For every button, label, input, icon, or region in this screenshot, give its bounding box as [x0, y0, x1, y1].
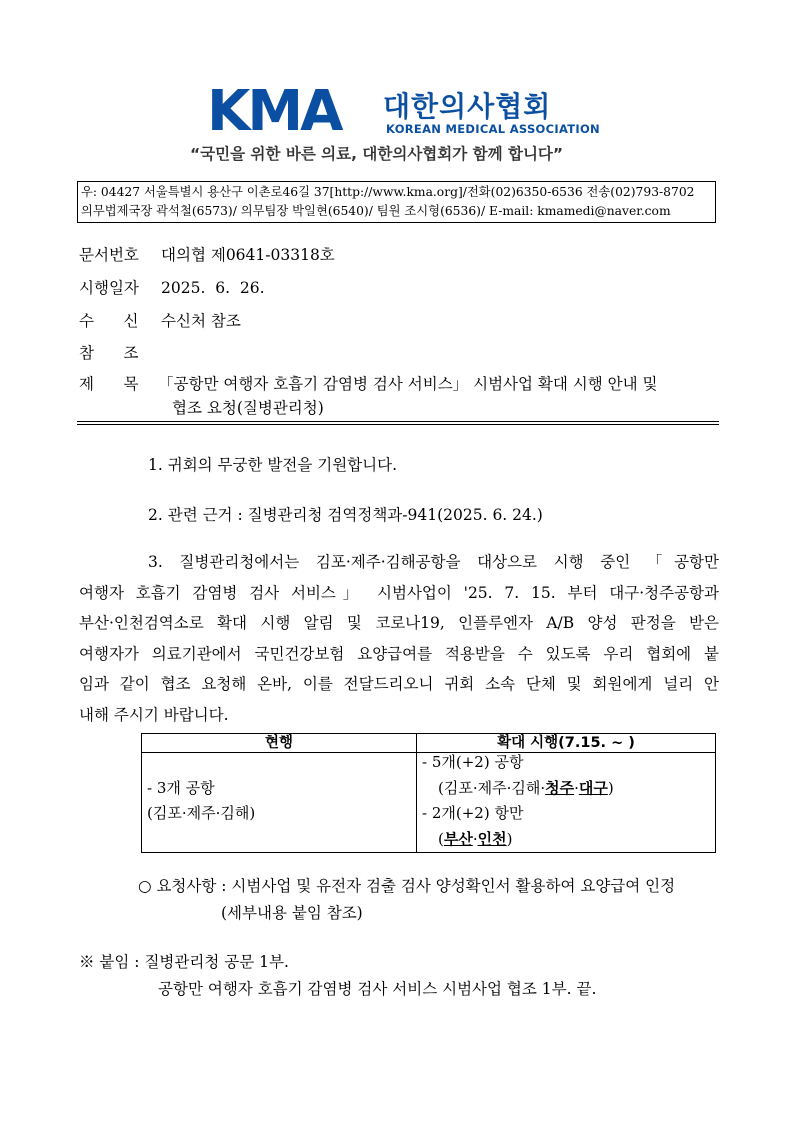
org-name-english: KOREAN MEDICAL ASSOCIATION — [386, 122, 600, 136]
body-item-3 — [79, 547, 719, 730]
doc-number-row — [79, 243, 335, 265]
body-item-3-line: 여행자 호흡기 감염병 검사 서비스」 시범사업이 '25. 7. 15. 부터 대구·청주공항과 — [79, 583, 719, 602]
request-line-2: (세부내용 붙임 참조) — [221, 904, 363, 922]
current-airports-list: (김포·제주·김해) — [147, 804, 256, 822]
body-item-1: 1. 귀회의 무궁한 발전을 기원합니다. — [148, 456, 398, 474]
subject-label: 제 목 — [79, 375, 139, 393]
new-port-busan: 부산 — [443, 830, 473, 848]
doc-number-value: 대의협 제0641-03318호 — [161, 246, 335, 264]
body-item-3-line: 부산·인천검역소로 확대 시행 알림 및 코로나19, 인플루엔자 A/B 양성 판정을 받은 — [79, 614, 719, 632]
org-name-korean: 대한의사협회 — [383, 90, 552, 123]
request-line-1: ○ 요청사항 : 시범사업 및 유전자 검출 검사 양성확인서 활용하여 요양급여 인정 — [138, 877, 676, 895]
date-row — [79, 276, 265, 298]
contact-staff-line: 의무법제국장 곽석철(6573)/ 의무팀장 박일현(6540)/ 팀원 조시형(6536)/ E-mail: kmamedi@naver.com — [81, 204, 671, 218]
recipient-label: 수 신 — [79, 312, 139, 330]
body-item-3-line: 임과 같이 협조 요청해 온바, 이를 전달드리오니 귀회 소속 단체 및 회원에게 널리 안 — [79, 675, 719, 693]
table-header-expansion: 확대 시행(7.15. ~ ) — [497, 735, 635, 751]
current-airports-count: - 3개 공항 — [147, 779, 215, 797]
new-airport-daegu: 대구 — [578, 779, 608, 797]
subject-row — [79, 372, 658, 394]
attachment-line-1: ※ 붙임 : 질병관리청 공문 1부. — [79, 953, 289, 971]
new-port-incheon: 인천 — [477, 830, 507, 848]
recipient-value: 수신처 참조 — [161, 312, 241, 330]
doc-number-label: 문서번호 — [79, 246, 139, 264]
expansion-airports-list: (김포·제주·김해·청주·대구) — [438, 779, 614, 797]
header-divider-top — [77, 421, 719, 422]
table-header-current: 현행 — [264, 735, 293, 751]
slogan: “국민을 위한 바른 의료, 대한의사협회가 함께 합니다” — [190, 145, 564, 163]
attachment-line-2: 공항만 여행자 호흡기 감염병 검사 서비스 시범사업 협조 1부. 끝. — [158, 980, 597, 998]
header-divider-bottom — [77, 424, 719, 425]
expansion-ports-list: (부산·인천) — [438, 830, 513, 848]
body-item-3-line: 여행자가 의료기관에서 국민건강보험 요양급여를 적용받을 수 있도록 우리 협회에 붙 — [79, 644, 719, 663]
body-item-3-line: 내해 주시기 바랍니다. — [79, 705, 229, 724]
comparison-table — [141, 733, 716, 853]
body-item-3-line: 3. 질병관리청에서는 김포·제주·김해공항을 대상으로 시행 중인 「공항만 — [148, 553, 719, 571]
reference-row — [79, 341, 161, 363]
contact-address-line: 우: 04427 서울특별시 용산구 이촌로46길 37[http://www.kma.org]/전화(02)6350-6536 전송(02)793-8702 — [81, 185, 695, 199]
expansion-ports-count: - 2개(+2) 항만 — [422, 804, 524, 822]
new-airport-cheongju: 청주 — [545, 779, 575, 797]
contact-box — [77, 181, 716, 223]
kma-logo: KMA — [207, 79, 341, 144]
recipient-row — [79, 309, 241, 331]
reference-label: 참 조 — [79, 344, 139, 362]
expansion-airports-count: - 5개(+2) 공항 — [422, 753, 524, 771]
date-value: 2025. 6. 26. — [161, 279, 265, 297]
body-item-2: 2. 관련 근거 : 질병관리청 검역정책과-941(2025. 6. 24.) — [148, 506, 543, 524]
subject-line-1: 「공항만 여행자 호흡기 감염병 검사 서비스」 시범사업 확대 시행 안내 및 — [158, 375, 658, 393]
date-label: 시행일자 — [79, 279, 139, 297]
subject-line-2: 협조 요청(질병관리청) — [172, 399, 324, 417]
